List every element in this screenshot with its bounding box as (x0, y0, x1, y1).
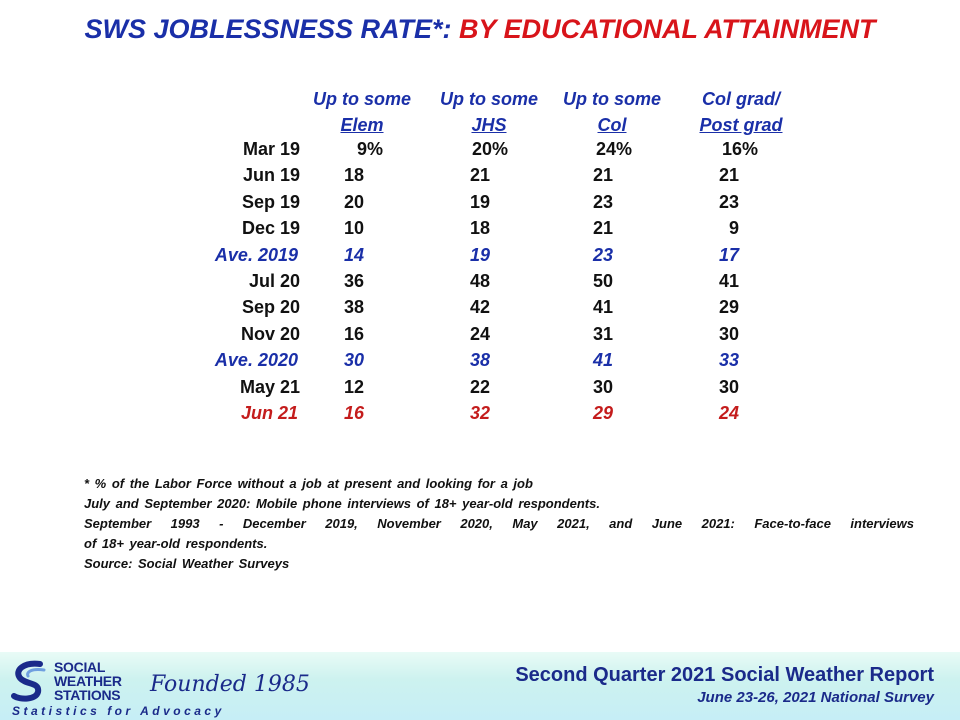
logo-word-social: SOCIAL (54, 659, 106, 675)
table-cell: 21 (593, 218, 614, 239)
table-cell: 19 (470, 244, 491, 265)
row-label: Jun 19 (242, 165, 300, 186)
column-header-line2: JHS (471, 115, 507, 135)
table-cell: 21 (719, 165, 740, 186)
row-label: May 21 (239, 376, 300, 397)
row-label: Sep 20 (241, 297, 300, 318)
table-row (0, 192, 960, 218)
footnotes (84, 474, 914, 574)
table-row (0, 297, 960, 323)
column-header-0 (292, 86, 432, 138)
table-cell: 30 (719, 376, 740, 397)
column-header-2 (542, 86, 682, 138)
table-cell: 16% (722, 139, 759, 159)
title-part-1: SWS JOBLESSNESS RATE*: (84, 14, 452, 44)
table-cell: 10 (344, 218, 365, 239)
table-cell: 38 (344, 297, 365, 318)
row-label: Ave. 2019 (214, 244, 298, 265)
footnote-mobile: July and September 2020: Mobile phone interviews of 18+ year-old respondents. (84, 496, 600, 511)
table-row (0, 324, 960, 350)
table-cell: 21 (470, 165, 491, 186)
table-cell: 30 (593, 376, 614, 397)
table-cell: 16 (344, 323, 365, 344)
table-cell: 29 (593, 403, 614, 423)
table-cell: 30 (719, 323, 740, 344)
table-cell: 18 (470, 218, 491, 239)
table-cell: 41 (593, 350, 614, 371)
row-label: Nov 20 (240, 323, 300, 344)
founded-year: Founded 1985 (150, 672, 310, 697)
table-row (0, 165, 960, 191)
table-row (0, 271, 960, 297)
table-row (0, 403, 960, 429)
table-cell: 9 (729, 218, 740, 239)
row-label: Jul 20 (248, 271, 300, 291)
table-row (0, 218, 960, 244)
column-header-line1: Up to some (312, 89, 411, 109)
logo-tagline: Statistics for Advocacy (12, 704, 225, 718)
table-cell: 32 (470, 403, 491, 423)
footnote-face-to-face-cont: of 18+ year-old respondents. (84, 536, 268, 551)
row-label: Mar 19 (242, 139, 300, 159)
table-cell: 41 (593, 297, 614, 318)
table-cell: 23 (719, 191, 740, 212)
row-label: Ave. 2020 (214, 350, 298, 371)
table-cell: 18 (344, 165, 365, 186)
report-info (515, 664, 934, 706)
report-subtitle: June 23-26, 2021 National Survey (697, 689, 934, 706)
table-row (0, 350, 960, 376)
table-row (0, 377, 960, 403)
row-label: Jun 21 (240, 403, 298, 423)
page-title (0, 14, 960, 45)
table-cell: 9% (357, 139, 384, 159)
table-cell: 24 (470, 323, 491, 344)
column-header-line1: Up to some (439, 89, 538, 109)
table-cell: 20% (472, 139, 509, 159)
column-header-3 (671, 86, 811, 138)
table-cell: 38 (470, 350, 491, 371)
table-cell: 36 (344, 271, 365, 291)
logo-word-weather: WEATHER (54, 673, 122, 689)
row-label: Sep 19 (241, 191, 300, 212)
table-cell: 24% (596, 139, 633, 159)
footer-banner (0, 652, 960, 720)
table-cell: 31 (593, 323, 614, 344)
table-cell: 22 (470, 376, 491, 397)
sws-logo (10, 658, 310, 720)
footnote-source: Source: Social Weather Surveys (84, 556, 290, 571)
column-header-line2: Elem (340, 115, 384, 135)
table-cell: 30 (344, 350, 365, 371)
footnote-face-to-face: September 1993 - December 2019, November 2020, May 2021, and June 2021: Face-to-face interviews (84, 516, 914, 531)
table-cell: 33 (719, 350, 740, 371)
column-header-line2: Post grad (699, 115, 783, 135)
table-cell: 48 (470, 271, 491, 291)
row-label: Dec 19 (241, 218, 300, 239)
logo-word-stations: STATIONS (54, 687, 121, 703)
column-header-line1: Col grad/ (701, 89, 780, 109)
table-cell: 20 (344, 191, 365, 212)
table-cell: 14 (344, 244, 365, 265)
table-cell: 16 (344, 403, 365, 423)
table-cell: 50 (593, 271, 614, 291)
table-cell: 42 (470, 297, 491, 318)
table-cell: 19 (470, 191, 491, 212)
column-header-line2: Col (597, 115, 627, 135)
footnote-definition: * % of the Labor Force without a job at present and looking for a job (84, 476, 533, 491)
table-cell: 21 (593, 165, 614, 186)
column-header-line1: Up to some (562, 89, 661, 109)
table-cell: 24 (719, 403, 740, 423)
table-cell: 12 (344, 376, 365, 397)
report-title: Second Quarter 2021 Social Weather Report (515, 664, 934, 686)
column-header-1 (419, 86, 559, 138)
logo-words (54, 660, 122, 702)
table-row (0, 245, 960, 271)
table-cell: 17 (719, 244, 740, 265)
table-cell: 41 (719, 271, 740, 291)
table-cell: 29 (719, 297, 740, 318)
sws-s-logo-icon (10, 660, 50, 702)
title-part-2: BY EDUCATIONAL ATTAINMENT (459, 14, 876, 44)
table-cell: 23 (593, 191, 614, 212)
table-cell: 23 (593, 244, 614, 265)
table-row (0, 139, 960, 165)
